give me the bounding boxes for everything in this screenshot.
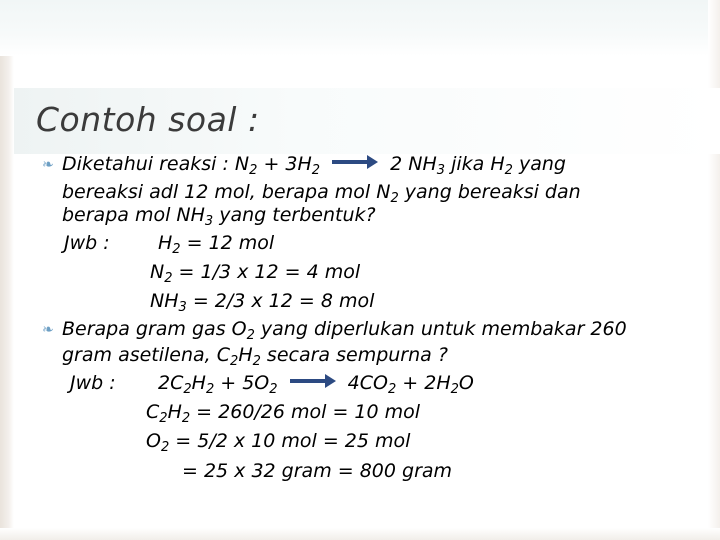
- slide-frame-right: [708, 0, 720, 540]
- wave-bullet-icon: ❧: [42, 322, 54, 338]
- q1-line-2: bereaksi adl 12 mol, berapa mol $N_2$ yang bereaksi dan: [62, 181, 581, 206]
- slide-frame-top: [0, 0, 720, 56]
- q2-answer-label: Jwb :: [70, 372, 116, 394]
- q2-line-2: gram asetilena, $C_2H_2$ secara sempurna ?: [62, 344, 448, 369]
- q1-line-1: Diketahui reaksi : $N_2 + 3H_2$ 2 $NH_3$ jika $H_2$ yang: [62, 153, 566, 178]
- q2-line-6: = 25 x 32 gram = 800 gram: [182, 460, 453, 482]
- q2-line-4: $C_2H_2 = 260/26$ mol = 10 mol: [146, 401, 421, 426]
- q2-line-3: $2C_2H_2 + 5O_2$ $4CO_2 + 2H_2O$: [158, 372, 474, 397]
- wave-bullet-icon: ❧: [42, 157, 54, 173]
- q1-line-5: $N_2 = 1/3$ x 12 = 4 mol: [150, 261, 361, 286]
- slide-frame-bottom: [0, 528, 720, 540]
- q1-line-4: $H_2 = 12$ mol: [158, 232, 275, 257]
- q2-line-5: $O_2 = 5/2$ x 10 mol = 25 mol: [146, 430, 411, 455]
- q1-line-3: berapa mol $NH_3$ yang terbentuk?: [62, 204, 376, 229]
- right-arrow-icon: [332, 157, 378, 167]
- q2-line-1: Berapa gram gas $O_2$ yang diperlukan untuk membakar 260: [62, 318, 627, 343]
- right-arrow-icon: [290, 376, 336, 386]
- q1-line-6: $NH_3 = 2/3$ x 12 = 8 mol: [150, 290, 375, 315]
- slide-frame-left: [0, 0, 14, 540]
- slide-title: Contoh soal :: [36, 100, 260, 139]
- q1-answer-label: Jwb :: [64, 232, 110, 254]
